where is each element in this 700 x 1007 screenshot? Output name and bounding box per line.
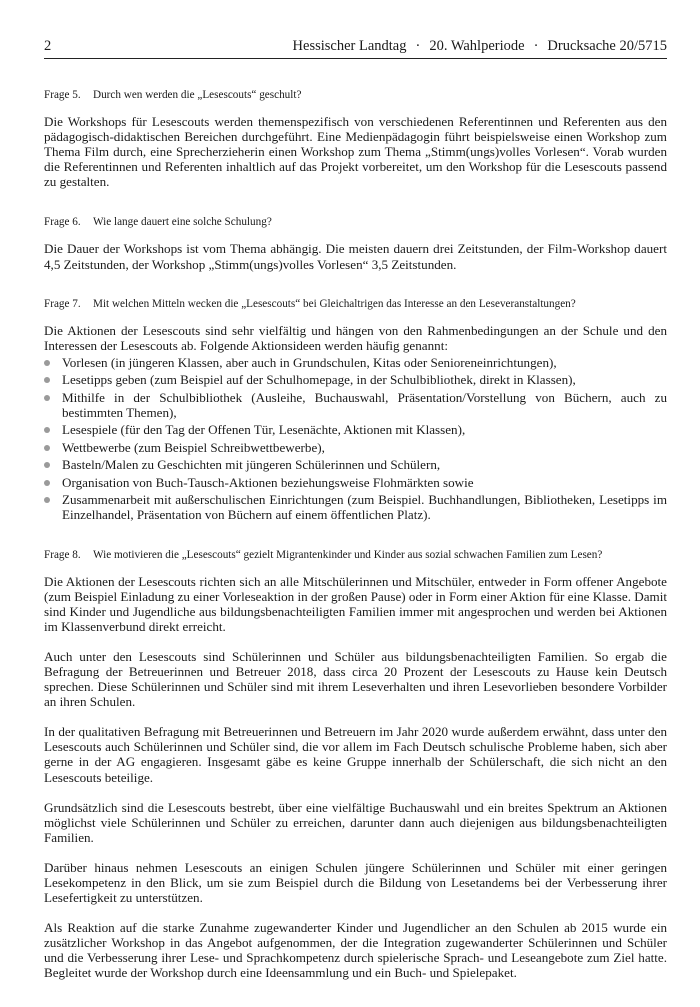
question-section-8 <box>44 549 667 981</box>
bullet-icon <box>44 497 50 503</box>
question-section-5 <box>44 89 667 189</box>
list-item <box>44 457 667 472</box>
bullet-icon <box>44 445 50 451</box>
question <box>44 89 667 102</box>
question <box>44 298 667 311</box>
header-info <box>293 38 667 55</box>
document-page <box>44 38 667 1007</box>
question-text: Mit welchen Mitteln wecken die „Lesescouts“ bei Gleichaltrigen das Interesse an den Leseveranstaltungen? <box>93 297 576 310</box>
question <box>44 549 667 562</box>
question-label: Frage 7. <box>44 297 81 310</box>
question-label: Frage 6. <box>44 216 81 229</box>
question-label: Frage 5. <box>44 89 81 101</box>
question-section-6 <box>44 216 667 271</box>
header-separator: · <box>415 38 421 54</box>
question-text: Wie motivieren die „Lesescouts“ gezielt Migrantenkinder und Kinder aus sozial schwachen Familien zum Lesen? <box>93 548 603 561</box>
print-number: Drucksache 20/5715 <box>547 38 667 54</box>
list-item-text: Organisation von Buch-Tausch-Aktionen beziehungsweise Flohmärkten sowie <box>62 474 474 490</box>
answer-paragraph: Als Reaktion auf die starke Zunahme zugewanderter Kinder und Jugendlicher an den Schulen ab 2015 wurde ein zusätzlicher Workshop in das Angebot aufgenommen, der die Integration zugewanderter Schülerinnen und Schüler und die Verbesserung ihrer Lese- und Sprachkompetenz durch spielerische Sprach- und Leseangebote zum Ziel hatte. Begleitet wurde der Workshop durch eine Ideensammlung und ein Buch- und Spielepaket. <box>44 920 667 981</box>
question-section-7 <box>44 298 667 523</box>
bullet-icon <box>44 480 50 486</box>
list-item-text: Zusammenarbeit mit außerschulischen Einrichtungen (zum Beispiel. Buchhandlungen, Bibliotheken, Lesetipps im Einzelhandel, Präsentation von Büchern auf einem öffentlichen Platz). <box>62 492 667 523</box>
question-text: Wie lange dauert eine solche Schulung? <box>93 216 272 229</box>
list-item <box>44 390 667 420</box>
action-ideas-list <box>44 355 667 523</box>
list-item-text: Vorlesen (in jüngeren Klassen, aber auch in Grundschulen, Kitas oder Senioreneinrichtungen), <box>62 354 557 370</box>
question <box>44 216 667 229</box>
bullet-icon <box>44 360 50 366</box>
answer-paragraph: Die Workshops für Lesescouts werden themenspezifisch von verschiedenen Referentinnen und Referenten aus den pädagogisch-didaktischen Bereichen durchgeführt. Eine Medienpädagogin führt beispielsweise einen Workshop zum Thema Film durch, eine Sprecherzieherin einen Workshop zum Thema „Stimm(ungs)volles Vorlesen“. Vorab wurden die Referentinnen und Referenten inhaltlich auf das Projekt vorbereitet, um den Workshop für die Lesescouts passend zu gestalten. <box>44 114 667 190</box>
answer-paragraph: Die Dauer der Workshops ist vom Thema abhängig. Die meisten dauern drei Zeitstunden, der Film-Workshop dauert 4,5 Zeitstunden, der Workshop „Stimm(ungs)volles Vorlesen“ 3,5 Zeitstunden. <box>44 241 667 272</box>
page-number: 2 <box>44 38 52 54</box>
list-item <box>44 492 667 522</box>
list-item <box>44 440 667 455</box>
answer-paragraph: Die Aktionen der Lesescouts richten sich an alle Mitschülerinnen und Mitschüler, entweder in Form offener Angebote (zum Beispiel Einladung zu einer Vorleseaktion in der großen Pause) oder in Form einer Aktion für eine Klasse. Damit sind Kinder und Jugendliche aus bildungsbenachteiligten Familien immer mit angesprochen und werden bei Aktionen im Klassenverbund direkt erreicht. <box>44 573 667 634</box>
answer-paragraph: Darüber hinaus nehmen Lesescouts an einigen Schulen jüngere Schülerinnen und Schüler mit einer geringen Lesekompetenz in den Blick, um sie zum Beispiel durch die Bildung von Lesetandems bei der Verbesserung ihrer Lesefertigkeit zu unterstützen. <box>44 859 667 906</box>
header-separator: · <box>533 38 539 54</box>
list-item-text: Lesetipps geben (zum Beispiel auf der Schulhomepage, in der Schulbibliothek, direkt in Klassen), <box>62 372 576 388</box>
legislative-period: 20. Wahlperiode <box>429 38 525 54</box>
answer-paragraph: In der qualitativen Befragung mit Betreuerinnen und Betreuern im Jahr 2020 wurde außerdem erwähnt, dass unter den Lesescouts auch Schülerinnen und Schüler sind, die vor allem im Fach Deutsch schulische Probleme haben, sich aber gerne in der AG engagieren. Insgesamt gäbe es keine Gruppe innerhalb der Schülerschaft, die sich nicht an den Lesescouts beteilige. <box>44 724 667 785</box>
question-label: Frage 8. <box>44 548 81 561</box>
list-item-text: Wettbewerbe (zum Beispiel Schreibwettbewerbe), <box>62 439 325 455</box>
bullet-icon <box>44 462 50 468</box>
list-item-text: Lesespiele (für den Tag der Offenen Tür, Lesenächte, Aktionen mit Klassen), <box>62 422 466 438</box>
page-header <box>44 38 667 59</box>
answer-paragraph: Die Aktionen der Lesescouts sind sehr vielfältig und hängen von den Rahmenbedingungen an der Schule und den Interessen der Lesescouts ab. Folgende Aktionsideen werden häufig genannt: <box>44 322 667 353</box>
list-item-text: Mithilfe in der Schulbibliothek (Ausleihe, Buchauswahl, Präsentation/Vorstellung von Büchern, auch zu bestimmten Themen), <box>62 389 667 420</box>
answer-paragraph: Grundsätzlich sind die Lesescouts bestrebt, über eine vielfältige Buchauswahl und ein breites Spektrum an Aktionen möglichst viele Schülerinnen und Schüler zu erreichen, darunter dann auch diejenigen aus bildungsbenachteiligten Familien. <box>44 799 667 845</box>
list-item <box>44 355 667 370</box>
bullet-icon <box>44 377 50 383</box>
list-item <box>44 372 667 387</box>
list-item-text: Basteln/Malen zu Geschichten mit jüngeren Schülerinnen und Schülern, <box>62 457 441 473</box>
answer-paragraph: Auch unter den Lesescouts sind Schülerinnen und Schüler aus bildungsbenachteiligten Familien. So ergab die Befragung der Betreuerinnen und Betreuer 2018, dass circa 20 Prozent der Lesescouts zu Hause kein Deutsch sprechen. Diese Schülerinnen und Schüler sind mit ihrem Leseverhalten und ihren Lesevorlieben besondere Vorbilder an ihren Schulen. <box>44 648 667 710</box>
list-item <box>44 422 667 437</box>
bullet-icon <box>44 427 50 433</box>
bullet-icon <box>44 395 50 401</box>
question-text: Durch wen werden die „Lesescouts“ geschult? <box>93 89 302 101</box>
list-item <box>44 475 667 490</box>
parliament-name: Hessischer Landtag <box>292 38 407 54</box>
